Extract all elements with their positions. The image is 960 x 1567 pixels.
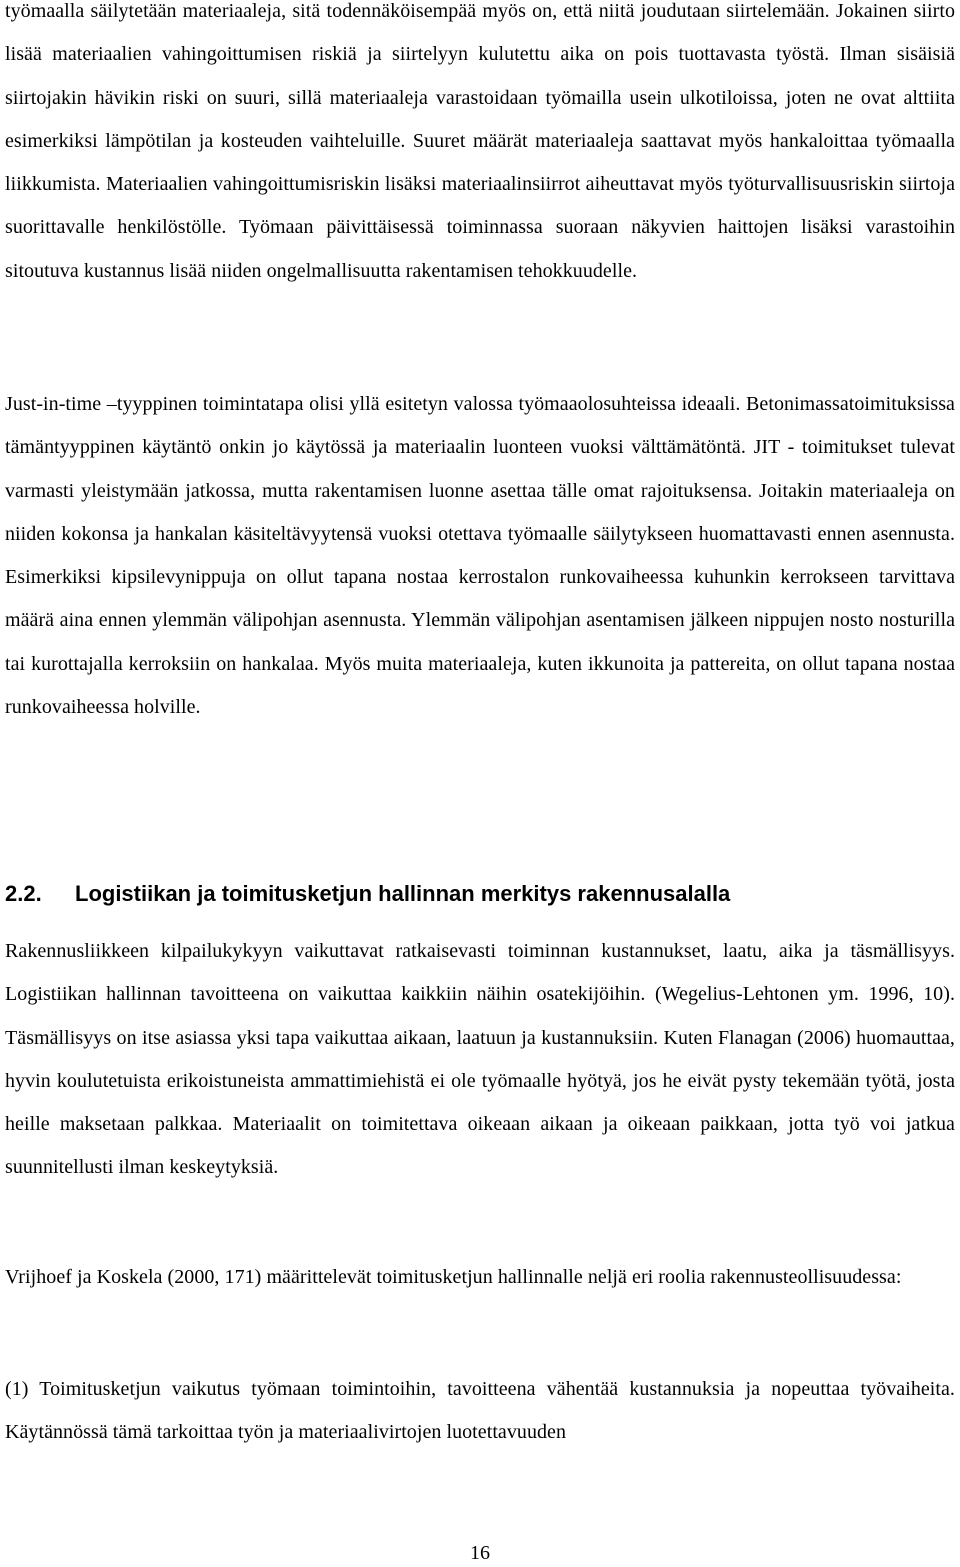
- section-heading: [5, 874, 955, 914]
- body-paragraph: työmaalla säilytetään materiaaleja, sitä todennäköisempää myös on, että niitä joudutaan siirtelemään. Jokainen siirto lisää materiaalien vahingoittumisen riskiä ja siirtelyyn kulutettu aika on pois tuottavasta työstä. Ilman sisäisiä siirtojakin hävikin riski on suuri, sillä materiaaleja varastoidaan työmailla usein ulkotiloissa, joten ne ovat alttiita esimerkiksi lämpötilan ja kosteuden vaihteluille. Suuret määrät materiaaleja saattavat myös hankaloittaa työmaalla liikkumista. Materiaalien vahingoittumisriskin lisäksi materiaalinsiirrot aiheuttavat myös työturvallisuusriskin siirtoja suorittavalle henkilöstölle. Työmaan päivittäisessä toiminnassa suoraan näkyvien haittojen lisäksi varastoihin sitoutuva kustannus lisää niiden ongelmallisuutta rakentamisen tehokkuudelle.: [5, 0, 955, 282]
- section-number: 2.2.: [5, 881, 42, 906]
- body-paragraph: Vrijhoef ja Koskela (2000, 171) määrittelevät toimitusketjun hallinnalle neljä eri roolia rakennusteollisuudessa:: [5, 1266, 902, 1288]
- body-paragraph: Rakennusliikkeen kilpailukykyyn vaikuttavat ratkaisevasti toiminnan kustannukset, laatu, aika ja täsmällisyys. Logistiikan hallinnan tavoitteena on vaikuttaa kaikkiin näihin osatekijöihin. (Wegelius-Lehtonen ym. 1996, 10). Täsmällisyys on itse asiassa yksi tapa vaikuttaa aikaan, laatuun ja kustannuksiin. Kuten Flanagan (2006) huomauttaa, hyvin koulutetuista erikoistuneista ammattimiehistä ei ole työmaalle hyötyä, jos he eivät pysty tekemään työtä, josta heille maksetaan palkkaa. Materiaalit on toimitettava oikeaan aikaan ja oikeaan paikkaan, jotta työ voi jatkua suunnitellusti ilman keskeytyksiä.: [5, 940, 955, 1179]
- page-number: 16: [470, 1542, 490, 1564]
- body-paragraph: Just-in-time –tyyppinen toimintatapa olisi yllä esitetyn valossa työmaaolosuhteissa ideaali. Betonimassatoimituksissa tämäntyyppinen käytäntö onkin jo käytössä ja materiaalin luonteen vuoksi välttämätöntä. JIT - toimitukset tulevat varmasti yleistymään jatkossa, mutta rakentamisen luonne asettaa tälle omat rajoituksensa. Joitakin materiaaleja on niiden kokonsa ja hankalan käsiteltävyytensä vuoksi otettava työmaalle säilytykseen huomattavasti ennen asennusta. Esimerkiksi kipsilevynippuja on ollut tapana nostaa kerrostalon runkovaiheessa kuhunkin kerrokseen tarvittava määrä aina ennen ylemmän välipohjan asennusta. Ylemmän välipohjan asentamisen jälkeen nippujen nosto nosturilla tai kurottajalla kerroksiin on hankalaa. Myös muita materiaaleja, kuten ikkunoita ja pattereita, on ollut tapana nostaa runkovaiheessa holville.: [5, 393, 955, 719]
- list-item-paragraph: (1) Toimitusketjun vaikutus työmaan toimintoihin, tavoitteena vähentää kustannuksia ja nopeuttaa työvaiheita. Käytännössä tämä tarkoittaa työn ja materiaalivirtojen luotettavuuden: [5, 1378, 955, 1444]
- section-title: Logistiikan ja toimitusketjun hallinnan merkitys rakennusalalla: [75, 881, 731, 906]
